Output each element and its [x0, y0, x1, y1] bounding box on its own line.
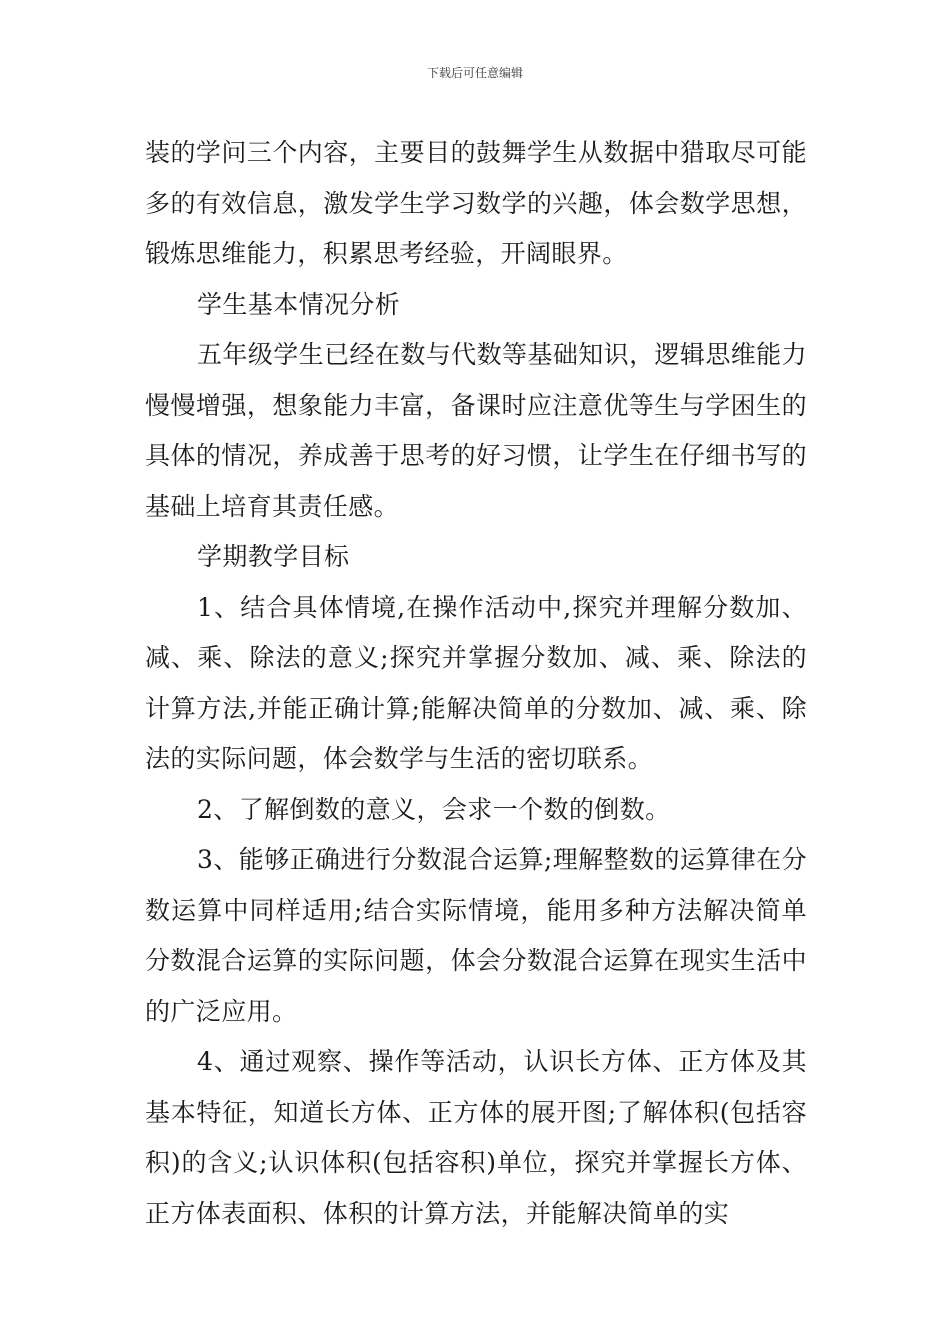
section-heading-student-analysis: 学生基本情况分析 [197, 289, 401, 319]
goal-item-1: 1、结合具体情境,在操作活动中,探究并理解分数加、减、乘、除法的意义;探究并掌握分数加、减、乘、除法的计算方法,并能正确计算;能解决简单的分数加、减、乘、除法的实际问题，体会数学与生活的密切联系。 [145, 592, 807, 773]
document-body [145, 128, 807, 1239]
goal-item-2: 2、了解倒数的意义，会求一个数的倒数。 [197, 794, 671, 824]
page-header: 下载后可任意编辑 [426, 66, 523, 80]
goal-item-3: 3、能够正确进行分数混合运算;理解整数的运算律在分数运算中同样适用;结合实际情境，能用多种方法解决简单分数混合运算的实际问题，体会分数混合运算在现实生活中的广泛应用。 [145, 845, 807, 1026]
goal-item-4: 4、通过观察、操作等活动，认识长方体、正方体及其基本特征，知道长方体、正方体的展开图;了解体积(包括容积)的含义;认识体积(包括容积)单位，探究并掌握长方体、正方体表面积、体积的计算方法，并能解决简单的实 [145, 1047, 807, 1228]
section-heading-teaching-goals: 学期教学目标 [197, 542, 350, 571]
paragraph-student-analysis: 五年级学生已经在数与代数等基础知识，逻辑思维能力慢慢增强，想象能力丰富，备课时应注意优等生与学困生的具体的情况，养成善于思考的好习惯，让学生在仔细书写的基础上培育其责任感。 [145, 340, 807, 521]
paragraph-continuation: 装的学问三个内容，主要目的鼓舞学生从数据中猎取尽可能多的有效信息，激发学生学习数学的兴趣，体会数学思想，锻炼思维能力，积累思考经验，开阔眼界。 [145, 138, 807, 268]
